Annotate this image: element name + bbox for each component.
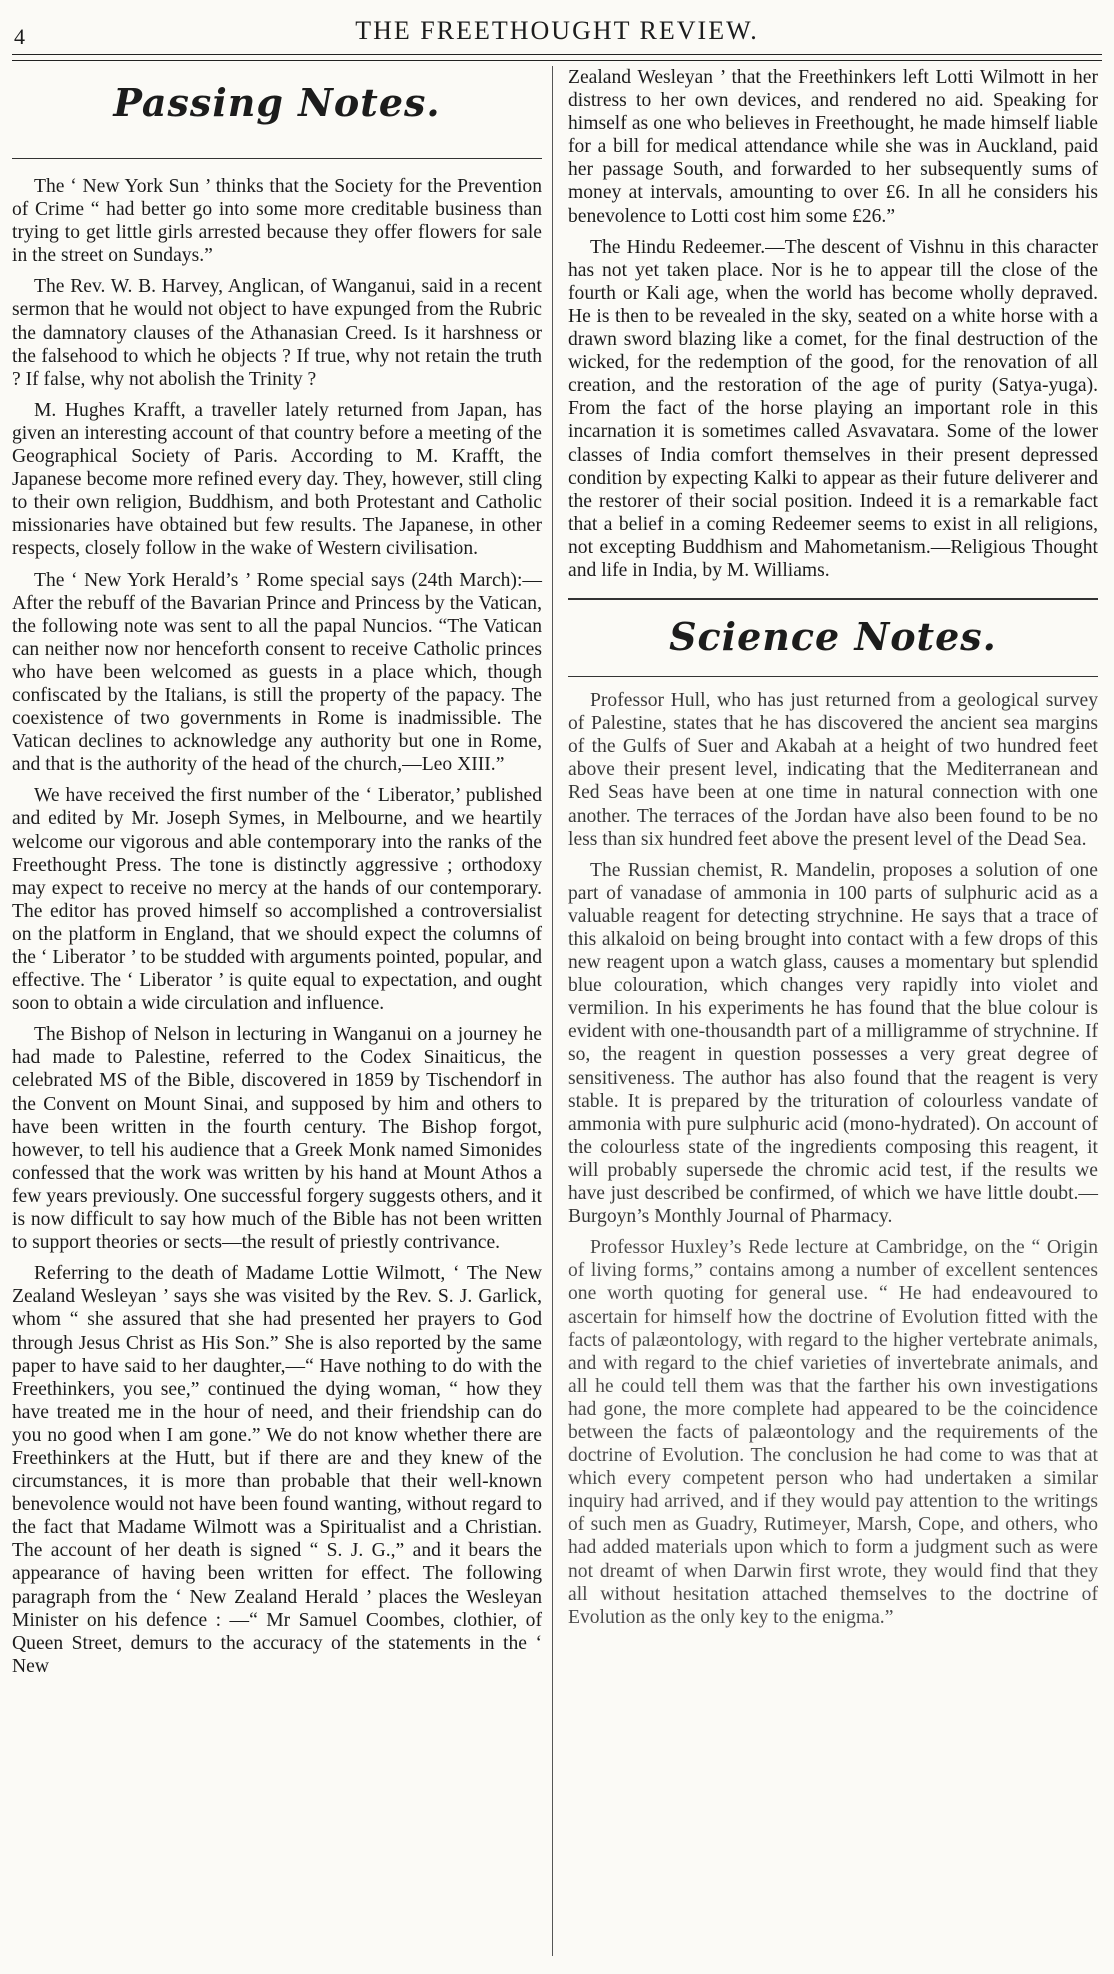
passing-notes-title: Passing Notes. xyxy=(113,80,441,125)
article-paragraph: The ‘ New York Sun ’ thinks that the Society for the Prevention of Crime “ had better go into some more creditable business than trying to get little girls arrested because they offer flowers for sale in the street on Sundays.” xyxy=(12,176,542,267)
article-paragraph: The ‘ New York Herald’s ’ Rome special says (24th March):—After the rebuff of the Bavarian Prince and Princess by the Vatican, the following note was sent to all the papal Nuncios. “The Vatican can neither now nor henceforth consent to receive Catholic princes who have been welcomed as guests in a place which, though confiscated by the Italians, is still the property of the papacy. The coexistence of two governments in Rome is inadmissible. The Vatican declines to acknowledge any authority but one in Rome, and that is the authority of the head of the church,—Leo XIII.” xyxy=(12,569,542,776)
article-paragraph: Professor Hull, who has just returned from a geological survey of Palestine, states that he has discovered the ancient sea margins of the Gulfs of Suer and Akabah at a height of two hundred feet above their present level, indicating that the Mediterranean and Red Seas have been at one time in natural connection with one another. The terraces of the Jordan have also been found to be no less than six hundred feet above the present level of the Dead Sea. xyxy=(568,690,1098,850)
column-divider xyxy=(552,66,553,1956)
article-paragraph: The Bishop of Nelson in lecturing in Wanganui on a journey he had made to Palestine, referred to the Codex Sinaiticus, the celebrated MS of the Bible, discovered in 1859 by Tischendorf in the Convent on Mount Sinai, and supposed by him and others to have been written in the fourth century. The Bishop forgot, however, to tell his audience that a Greek Monk named Simonides confessed that the work was written by his hand at Mount Athos a few years previously. One successful forgery suggests others, and it is now difficult to say how much of the Bible has not been written to support theories or sects—the result of priestly contrivance. xyxy=(12,1024,542,1254)
article-paragraph: The Hindu Redeemer.—The descent of Vishnu in this character has not yet taken place. Nor is he to appear till the close of the fourth or Kali age, when the world has become wholly depraved. He is then to be revealed in the sky, seated on a white horse with a drawn sword blazing like a comet, for the final destruction of the wicked, for the redemption of the good, for the renovation of all creation, and the restoration of the age of purity (Satya-yuga). From the fact of the horse playing an important role in this incarnation it is sometimes called Asvavatara. Some of the lower classes of India comfort themselves in their present depressed condition by expecting Kalki to appear as their future deliverer and the restorer of their social position. Indeed it is a remarkable fact that a belief in a coming Redeemer seems to exist in all religions, not excepting Buddhism and Mahometanism.—Religious Thought and life in India, by M. Williams. xyxy=(568,236,1098,581)
continued-paragraph: Zealand Wesleyan ’ that the Freethinkers left Lotti Wilmott in her distress to her own devices, and rendered no aid. Speaking for himself as one who believes in Freethought, he made himself liable for a bill for medical attendance while she was in Auckland, paid her passage South, and forwarded to her subsequently sums of money at intervals, amounting to over £6. In all he considers his benevolence to Lotti cost him some £26.” xyxy=(568,67,1098,227)
article-paragraph: Referring to the death of Madame Lottie Wilmott, ‘ The New Zealand Wesleyan ’ says she was visited by the Rev. S. J. Garlick, whom “ she assured that she had presented her prayers to God through Jesus Christ as His Son.” She is also reported by the same paper to have said to her daughter,—“ Have nothing to do with the Freethinkers, you see,” continued the dying woman, “ how they have treated me in the hour of need, and their friendship can do you no good when I am gone.” We do not know whether there are Freethinkers at the Hutt, but if there are and they knew of the circumstances, it is more than probable that their well-known benevolence would not have been found wanting, without regard to the fact that Madame Wilmott was a Spiritualist and a Christian. The account of her death is signed “ S. J. G.,” and it bears the appearance of having been written for effect. The following paragraph from the ‘ New Zealand Herald ’ places the Wesleyan Minister on his defence : —“ Mr Samuel Coombes, clothier, of Queen Street, demurs to the accuracy of the statements in the ‘ New xyxy=(12,1263,542,1677)
running-title: THE FREETHOUGHT REVIEW. xyxy=(355,16,759,45)
right-column xyxy=(568,66,1098,1637)
header-rule-bottom xyxy=(12,60,1102,61)
left-column xyxy=(12,66,542,1686)
header-rule-top xyxy=(12,54,1102,55)
page-number: 4 xyxy=(14,24,25,49)
article-paragraph: The Rev. W. B. Harvey, Anglican, of Wanganui, said in a recent sermon that he would not object to have expunged from the Rubric the damnatory clauses of the Athanasian Creed. Is it harshness or the falsehood to which he objects ? If true, why not retain the truth ? If false, why not abolish the Trinity ? xyxy=(12,276,542,390)
article-paragraph: The Russian chemist, R. Mandelin, proposes a solution of one part of vanadase of ammonia in 100 parts of sulphuric acid as a valuable reagent for detecting strychnine. He says that a trace of this alkaloid on being brought into contact with a few drops of this new reagent upon a watch glass, causes a momentary but splendid blue colouration, which changes very rapidly into violet and vermilion. In his experiments he has found that the blue colour is evident with one-thousandth part of a milligramme of strychnine. If so, the reagent in question possesses a very great degree of sensitiveness. The author has also found that the reagent is very stable. It is prepared by the trituration of colourless vandate of ammonia with pure sulphuric acid (mono-hydrated). On account of the colourless state of the ingredients composing this reagent, it will probably supersede the chromic acid test, if the results we have just described be confirmed, of which we have little doubt.—Burgoyn’s Monthly Journal of Pharmacy. xyxy=(568,859,1098,1228)
article-paragraph: M. Hughes Krafft, a traveller lately returned from Japan, has given an interesting account of that country before a meeting of the Geographical Society of Paris. According to M. Krafft, the Japanese become more refined every day. They, however, still cling to their own religion, Buddhism, and both Protestant and Catholic missionaries have obtained but few results. The Japanese, in other respects, closely follow in the wake of Western civilisation. xyxy=(12,399,542,560)
article-paragraph: We have received the first number of the ‘ Liberator,’ published and edited by Mr. Joseph Symes, in Melbourne, and we heartily welcome our vigorous and able contemporary into the ranks of the Freethought Press. The tone is distinctly aggressive ; orthodoxy may expect to receive no mercy at the hands of our contemporary. The editor has proved himself so accomplished a controversialist on the platform in England, that we should expect the columns of the ‘ Liberator ’ to be studded with arguments pointed, popular, and effective. The ‘ Liberator ’ is quite equal to expectation, and ought soon to obtain a wide circulation and influence. xyxy=(12,785,542,1015)
science-notes-title: Science Notes. xyxy=(669,614,997,660)
article-paragraph: Professor Huxley’s Rede lecture at Cambridge, on the “ Origin of living forms,” contains among a number of excellent sentences one worth quoting for general use. “ He had endeavoured to ascertain for himself how the doctrine of Evolution fitted with the facts of palæontology, with regard to the higher vertebrate animals, and with regard to the chief varieties of invertebrate animals, and all he could tell them was that the farther his own investigations had gone, the more complete had appeared to be the coincidence between the facts of palæontology and the requirements of the doctrine of Evolution. The conclusion he had come to was that at which every competent person who had undertaken a similar inquiry had arrived, and if they would pay attention to the writings of such men as Guadry, Rutimeyer, Marsh, Cope, and others, who had added materials upon which to form a judgment such as were not dreamt of when Darwin first wrote, they would find that they all without hesitation attached themselves to the doctrine of Evolution as the only key to the enigma.” xyxy=(568,1237,1098,1628)
section-rule xyxy=(568,676,1098,677)
section-rule xyxy=(568,598,1098,600)
section-rule xyxy=(12,158,542,159)
